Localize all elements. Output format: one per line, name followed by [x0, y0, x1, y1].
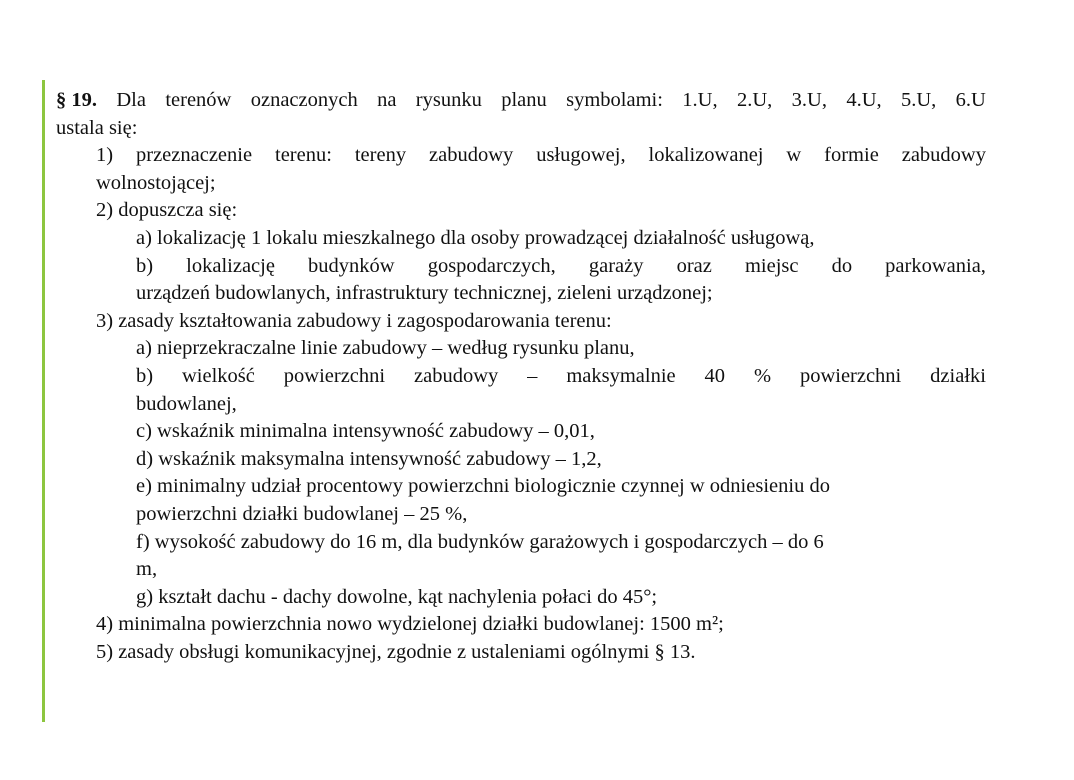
heading-word: oznaczonych — [250, 89, 358, 111]
item-1-word: terenu: — [275, 144, 332, 167]
item-3e-line-1: e) minimalny udział procentowy powierzchni biologicznie czynnej w odniesieniu do — [136, 475, 830, 498]
item-2b-word: miejsc — [744, 254, 799, 277]
item-3b-word: – — [527, 364, 538, 387]
item-1-word: formie — [824, 144, 879, 167]
item-2b-word: do — [831, 254, 853, 277]
item-4: 4) minimalna powierzchnia nowo wydzielonej działki budowlanej: 1500 m²; — [96, 613, 724, 636]
document-body — [56, 87, 986, 666]
section-number: § 19. — [56, 89, 97, 111]
item-3a: a) nieprzekraczalne linie zabudowy – według rysunku planu, — [136, 337, 635, 360]
heading-word: 4.U, — [846, 89, 882, 111]
item-3b-word: 40 — [704, 364, 726, 387]
item-3b-word: % — [753, 364, 772, 387]
item-1-word: zabudowy — [429, 144, 514, 167]
paragraph-heading-line — [56, 87, 986, 115]
item-1-word: 1) — [96, 144, 114, 167]
heading-word: terenów — [165, 89, 232, 111]
item-3c: c) wskaźnik minimalna intensywność zabudowy – 0,01, — [136, 420, 595, 443]
heading-word: Dla — [116, 89, 146, 111]
item-3b-line-2: budowlanej, — [136, 392, 237, 415]
item-2b-line-1 — [56, 253, 986, 281]
heading-word: rysunku — [415, 89, 482, 111]
item-3b-word: maksymalnie — [566, 364, 676, 387]
heading-word: 3.U, — [791, 89, 827, 111]
heading-word: symbolami: — [566, 89, 663, 111]
item-2b-word: parkowania, — [885, 254, 986, 277]
heading-word: planu — [501, 89, 547, 111]
item-1-line-1 — [56, 142, 986, 170]
accent-bar — [42, 80, 45, 722]
item-2b-word: oraz — [676, 254, 712, 277]
item-3f-line-1: f) wysokość zabudowy do 16 m, dla budynków garażowych i gospodarczych – do 6 — [136, 530, 824, 553]
item-3f-line-2: m, — [136, 558, 158, 581]
item-3b-word: b) — [136, 364, 154, 387]
item-3g: g) kształt dachu - dachy dowolne, kąt nachylenia połaci do 45°; — [136, 585, 658, 608]
item-2b-word: garaży — [588, 254, 644, 277]
item-3b-word: działki — [930, 364, 986, 387]
item-3e-line-2: powierzchni działki budowlanej – 25 %, — [136, 502, 468, 525]
heading-word: 6.U — [955, 89, 986, 111]
item-2b-word: b) — [136, 254, 154, 277]
item-3: 3) zasady kształtowania zabudowy i zagospodarowania terenu: — [96, 309, 612, 332]
heading-word: 2.U, — [736, 89, 773, 111]
item-3b-word: zabudowy — [414, 364, 499, 387]
heading-word: 5.U, — [900, 89, 937, 111]
item-2b-word: lokalizację — [186, 254, 275, 277]
item-1-word: zabudowy — [901, 144, 986, 167]
item-3b-word: wielkość — [181, 364, 255, 387]
item-1-word: lokalizowanej — [648, 144, 764, 167]
heading-word: na — [377, 89, 397, 111]
item-2b-word: gospodarczych, — [427, 254, 556, 277]
item-3b-line-1 — [56, 363, 986, 391]
item-2: 2) dopuszcza się: — [96, 199, 238, 222]
item-1-word: tereny — [354, 144, 407, 167]
item-3b-word: powierzchni — [283, 364, 386, 387]
item-3b-word: powierzchni — [799, 364, 902, 387]
item-2b-word: budynków — [308, 254, 395, 277]
item-2b-line-2: urządzeń budowlanych, infrastruktury technicznej, zieleni urządzonej; — [136, 282, 713, 305]
item-5: 5) zasady obsługi komunikacyjnej, zgodnie z ustaleniami ogólnymi § 13. — [96, 640, 696, 663]
item-1-word: usługowej, — [536, 144, 626, 167]
item-2a: a) lokalizację 1 lokalu mieszkalnego dla osoby prowadzącej działalność usługową, — [136, 226, 815, 249]
heading-continuation: ustala się: — [56, 116, 138, 139]
item-1-line-2: wolnostojącej; — [96, 171, 216, 194]
heading-word: 1.U, — [682, 89, 718, 111]
item-1-word: w — [786, 144, 802, 167]
item-3d: d) wskaźnik maksymalna intensywność zabudowy – 1,2, — [136, 447, 602, 470]
item-1-word: przeznaczenie — [136, 144, 253, 167]
